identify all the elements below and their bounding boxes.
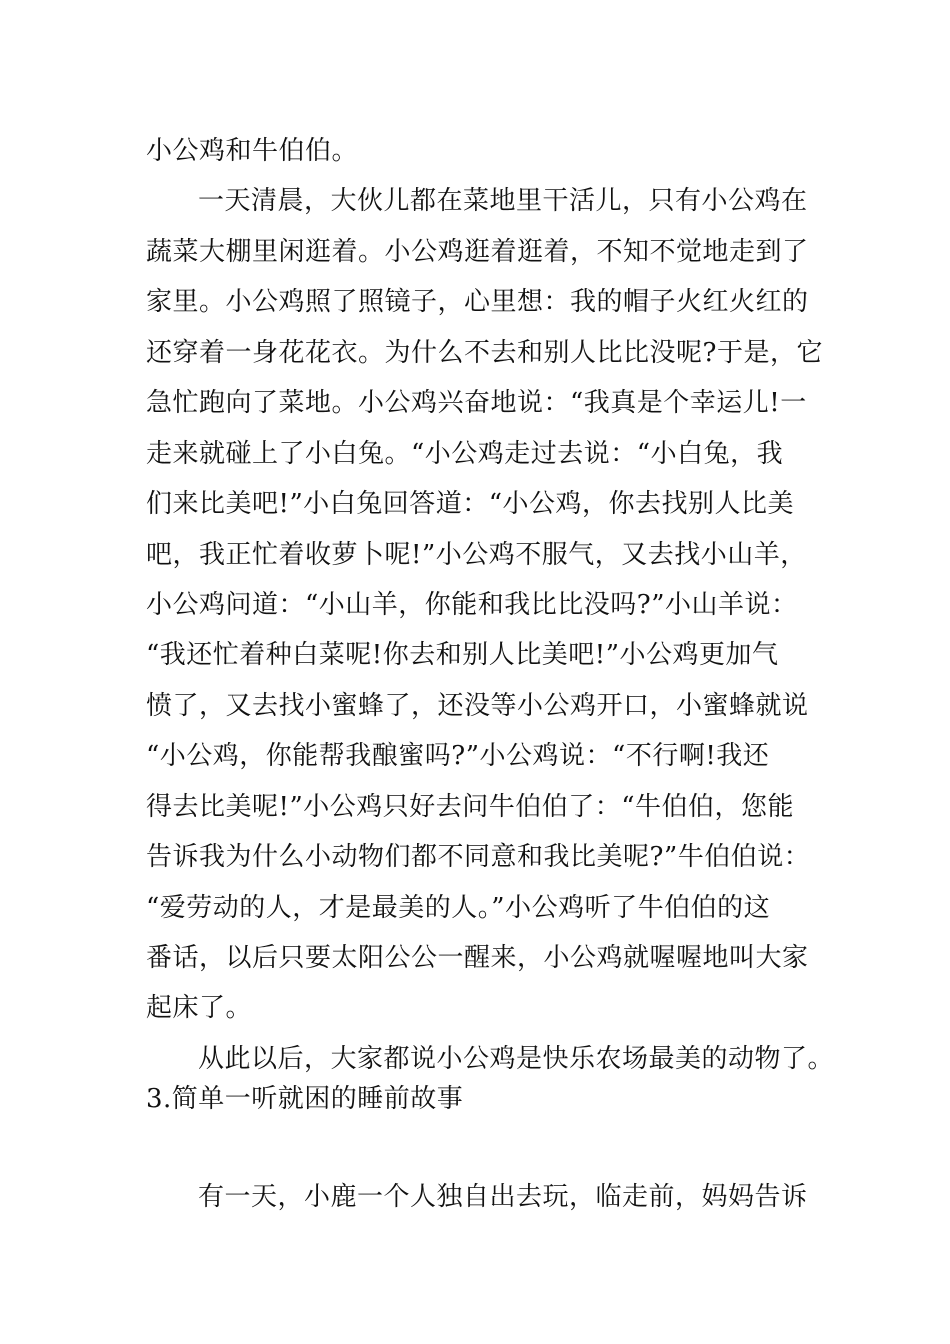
text-line: 小公鸡问道：“小山羊，你能和我比比没吗?”小山羊说： (146, 590, 798, 620)
text-line: 愤了，又去找小蜜蜂了，还没等小公鸡开口，小蜜蜂就说 (146, 691, 809, 721)
text-line: “爱劳动的人，才是最美的人。”小公鸡听了牛伯伯的这 (146, 893, 771, 923)
text-line: 蔬菜大棚里闲逛着。小公鸡逛着逛着，不知不觉地走到了 (146, 237, 809, 267)
text-line: “我还忙着种白菜呢!你去和别人比美吧!”小公鸡更加气 (146, 640, 779, 670)
paragraph-first-line: 从此以后，大家都说小公鸡是快乐农场最美的动物了。 (198, 1044, 835, 1074)
paragraph-first-line: 有一天，小鹿一个人独自出去玩，临走前，妈妈告诉 (198, 1182, 808, 1212)
text-line: 得去比美呢!”小公鸡只好去问牛伯伯了：“牛伯伯，您能 (146, 792, 795, 822)
text-line: 起床了。 (146, 993, 253, 1023)
paragraph-first-line: 一天清晨，大伙儿都在菜地里干活儿，只有小公鸡在 (198, 186, 808, 216)
text-line: 还穿着一身花花衣。为什么不去和别人比比没呢?于是，它 (146, 338, 823, 368)
text-line: “小公鸡，你能帮我酿蜜吗?”小公鸡说：“不行啊!我还 (146, 741, 770, 771)
section-heading: 3.简单一听就困的睡前故事 (146, 1084, 464, 1114)
text-line: 吧，我正忙着收萝卜呢!”小公鸡不服气，又去找小山羊， (146, 540, 807, 570)
text-line: 们来比美吧!”小白兔回答道：“小公鸡，你去找别人比美 (146, 489, 795, 519)
text-line: 小公鸡和牛伯伯。 (146, 136, 359, 166)
text-line: 家里。小公鸡照了照镜子，心里想：我的帽子火红火红的 (146, 287, 809, 317)
text-line: 告诉我为什么小动物们都不同意和我比美呢?”牛伯伯说： (146, 842, 811, 872)
text-line: 番话，以后只要太阳公公一醒来，小公鸡就喔喔地叫大家 (146, 943, 809, 973)
text-line: 走来就碰上了小白兔。“小公鸡走过去说：“小白兔，我 (146, 439, 784, 469)
text-line: 急忙跑向了菜地。小公鸡兴奋地说：“我真是个幸运儿!一 (146, 388, 807, 418)
